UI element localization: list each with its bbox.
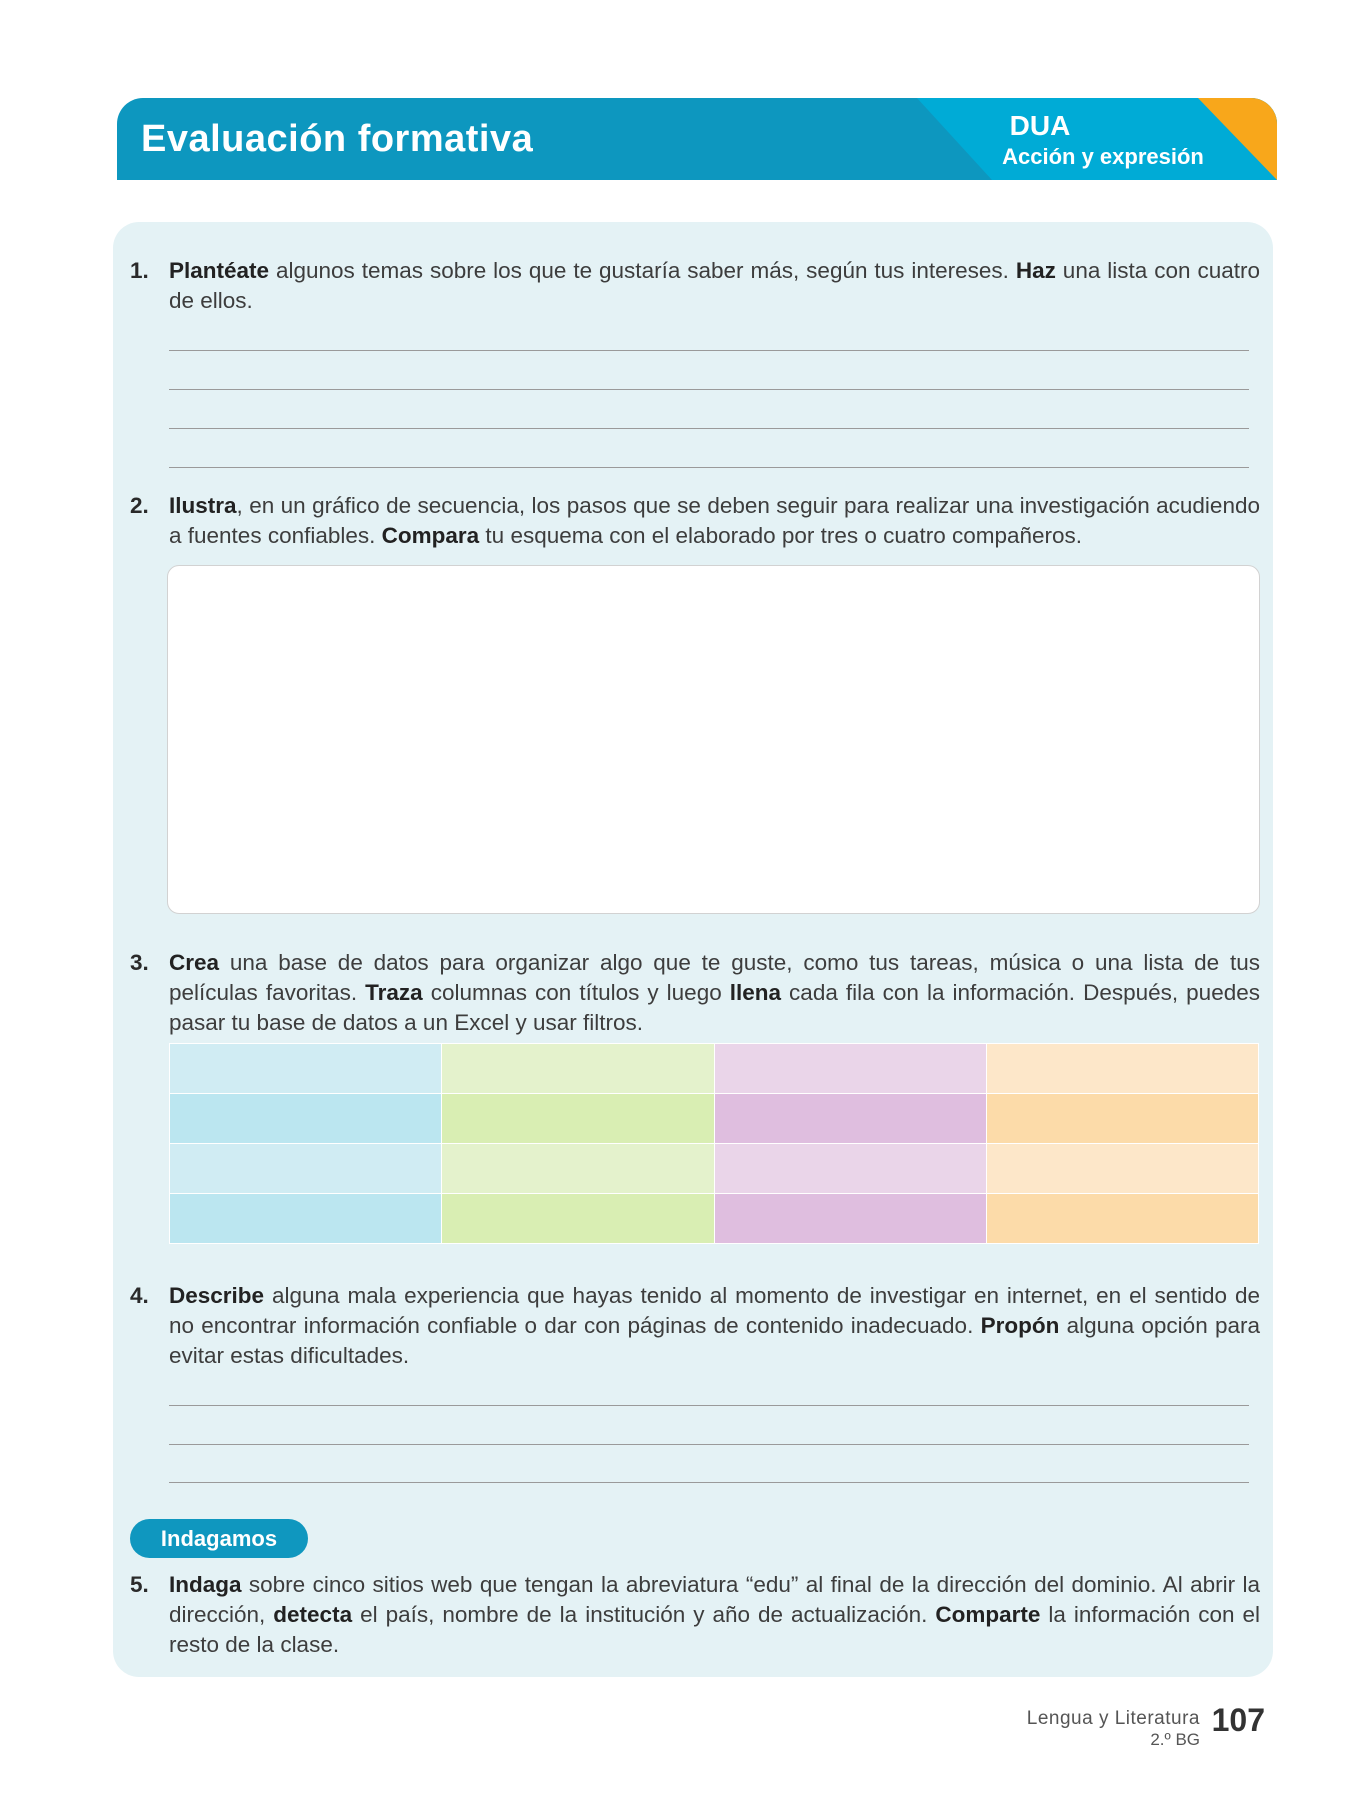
table-cell[interactable]	[986, 1044, 1258, 1094]
question-number: 4.	[130, 1283, 149, 1308]
page-number: 107	[1211, 1702, 1265, 1738]
question-number: 3.	[130, 950, 149, 975]
footer-grade: 2.º BG	[1150, 1730, 1200, 1749]
table-cell[interactable]	[442, 1044, 714, 1094]
question-text: Describe alguna mala experiencia que hayas tenido al momento de investigar en internet, en el sentido de no encontrar información confiable o dar con páginas de contenido inadecuado. Propón alguna opción para evitar estas dificultades.	[169, 1283, 1260, 1368]
table-cell[interactable]	[714, 1144, 986, 1194]
instruction-verb: Ilustra	[169, 493, 237, 518]
answer-line[interactable]	[169, 389, 1249, 390]
answer-line[interactable]	[169, 1405, 1249, 1406]
table-row	[170, 1144, 1259, 1194]
sequence-diagram-area[interactable]	[167, 565, 1260, 914]
question-text: Indaga sobre cinco sitios web que tengan la abreviatura “edu” al final de la dirección del dominio. Al abrir la dirección, detecta el país, nombre de la institución y año de actualización. Comparte la información con el resto de la clase.	[169, 1572, 1260, 1657]
question-text: Ilustra, en un gráfico de secuencia, los pasos que se deben seguir para realizar una investigación acudiendo a fuentes confiables. Compara tu esquema con el elaborado por tres o cuatro compañeros.	[169, 493, 1260, 548]
instruction-verb: Compara	[381, 523, 480, 548]
question-number: 2.	[130, 493, 149, 518]
table-cell[interactable]	[442, 1094, 714, 1144]
table-cell[interactable]	[170, 1194, 442, 1244]
table-row	[170, 1194, 1259, 1244]
instruction-verb: Plantéate	[169, 258, 270, 283]
instruction-verb: Crea	[169, 950, 220, 975]
question-number: 1.	[130, 258, 149, 283]
question-text: Crea una base de datos para organizar algo que te guste, como tus tareas, música o una lista de tus películas favoritas. Traza columnas con títulos y luego llena cada fila con la información. Después, puedes pasar tu base de datos a un Excel y usar filtros.	[169, 950, 1260, 1035]
instruction-verb: Indaga	[169, 1572, 242, 1597]
table-cell[interactable]	[714, 1194, 986, 1244]
database-table	[169, 1043, 1259, 1244]
instruction-verb: Comparte	[935, 1602, 1041, 1627]
dua-label: DUA	[1009, 110, 1071, 141]
instruction-verb: Haz	[1015, 258, 1056, 283]
answer-line[interactable]	[169, 467, 1249, 468]
table-cell[interactable]	[714, 1094, 986, 1144]
table-row	[170, 1044, 1259, 1094]
table-row	[170, 1094, 1259, 1144]
answer-line[interactable]	[169, 1482, 1249, 1483]
table-cell[interactable]	[714, 1044, 986, 1094]
answer-line[interactable]	[169, 428, 1249, 429]
question-number: 5.	[130, 1572, 149, 1597]
footer-subject: Lengua y Literatura	[1026, 1708, 1200, 1729]
section-badge: Indagamos	[130, 1519, 308, 1558]
answer-line[interactable]	[169, 350, 1249, 351]
instruction-verb: detecta	[273, 1602, 353, 1627]
table-cell[interactable]	[170, 1094, 442, 1144]
table-cell[interactable]	[442, 1194, 714, 1244]
section-header-banner	[117, 98, 1277, 180]
instruction-verb: Describe	[169, 1283, 265, 1308]
page-title: Evaluación formativa	[141, 118, 534, 160]
table-cell[interactable]	[170, 1144, 442, 1194]
table-cell[interactable]	[170, 1044, 442, 1094]
dua-subtitle: Acción y expresión	[1002, 144, 1204, 169]
table-cell[interactable]	[442, 1144, 714, 1194]
instruction-verb: Traza	[365, 980, 423, 1005]
answer-line[interactable]	[169, 1444, 1249, 1445]
table-cell[interactable]	[986, 1094, 1258, 1144]
table-cell[interactable]	[986, 1144, 1258, 1194]
question-text: Plantéate algunos temas sobre los que te gustaría saber más, según tus intereses. Haz una lista con cuatro de ellos.	[169, 258, 1260, 313]
table-cell[interactable]	[986, 1194, 1258, 1244]
instruction-verb: llena	[729, 980, 782, 1005]
instruction-verb: Propón	[980, 1313, 1060, 1338]
